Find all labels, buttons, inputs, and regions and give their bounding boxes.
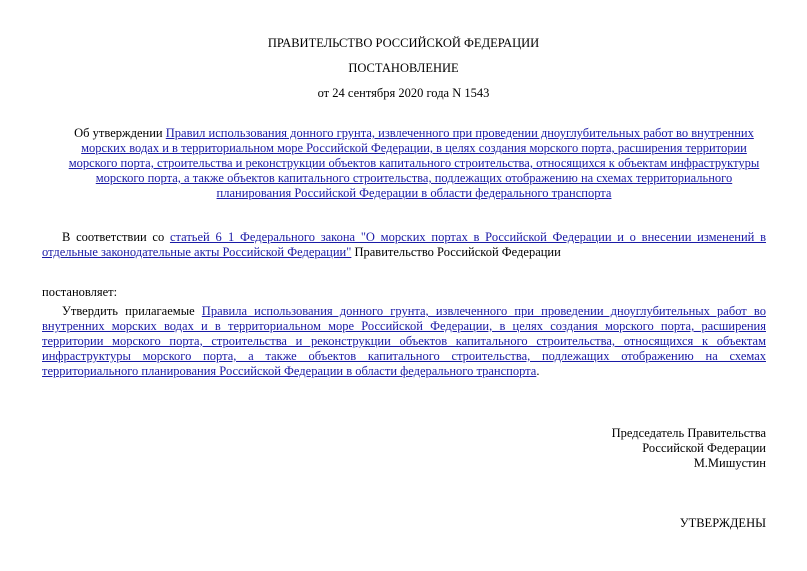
signature-name: М.Мишустин	[693, 456, 766, 470]
rules-title-link[interactable]: Правил использования донного грунта, извлеченного при проведении дноуглубительных работ во внутренних морских водах и в территориальном море Российской Федерации, в целях создания морского порта, расширения территории морского порта, строительства и реконструкции объектов капитального строительства, относящихся к объектам инфраструктуры морского порта, а также объектов капитального строительства, подлежащих отображению на схемах территориального планирования Российской Федерации в области федерального транспорта	[68, 126, 760, 200]
document-title	[58, 126, 770, 201]
document-type: ПОСТАНОВЛЕНИЕ	[348, 61, 459, 75]
date-number: от 24 сентября 2020 года N 1543	[317, 86, 490, 100]
approved-heading: УТВЕРЖДЕНЫ	[679, 516, 766, 530]
federal-law-article-link[interactable]: статьей 6_1 Федерального закона "О морских портах в Российской Федерации и о внесении изменений в отдельные законодательные акты Российской Федерации"	[42, 230, 767, 259]
approve-suffix: .	[536, 364, 540, 378]
preamble-suffix: Правительство Российской Федерации	[351, 245, 561, 259]
approved-rules-link[interactable]: Правила использования донного грунта, извлеченного при проведении дноуглубительных работ во внутренних морских водах и в территориальном море Российской Федерации, в целях создания морского порта, расширения территории морского порта, строительства и реконструкции объектов капитального строительства, относящихся к объектам инфраструктуры морского порта, а также объектов капитального строительства, подлежащих отображению на схемах территориального планирования Российской Федерации в области федерального транспорта	[42, 304, 766, 378]
preamble-prefix: В соответствии со	[62, 230, 170, 244]
signature-title-line1: Председатель Правительства	[611, 426, 766, 440]
approve-prefix: Утвердить прилагаемые	[62, 304, 202, 318]
decrees-label: постановляет:	[42, 285, 118, 299]
preamble-paragraph	[42, 230, 766, 260]
approve-paragraph	[42, 304, 766, 379]
title-prefix: Об утверждении	[74, 126, 166, 140]
signature-title-line2: Российской Федерации	[642, 441, 766, 455]
government-heading: ПРАВИТЕЛЬСТВО РОССИЙСКОЙ ФЕДЕРАЦИИ	[267, 36, 540, 50]
